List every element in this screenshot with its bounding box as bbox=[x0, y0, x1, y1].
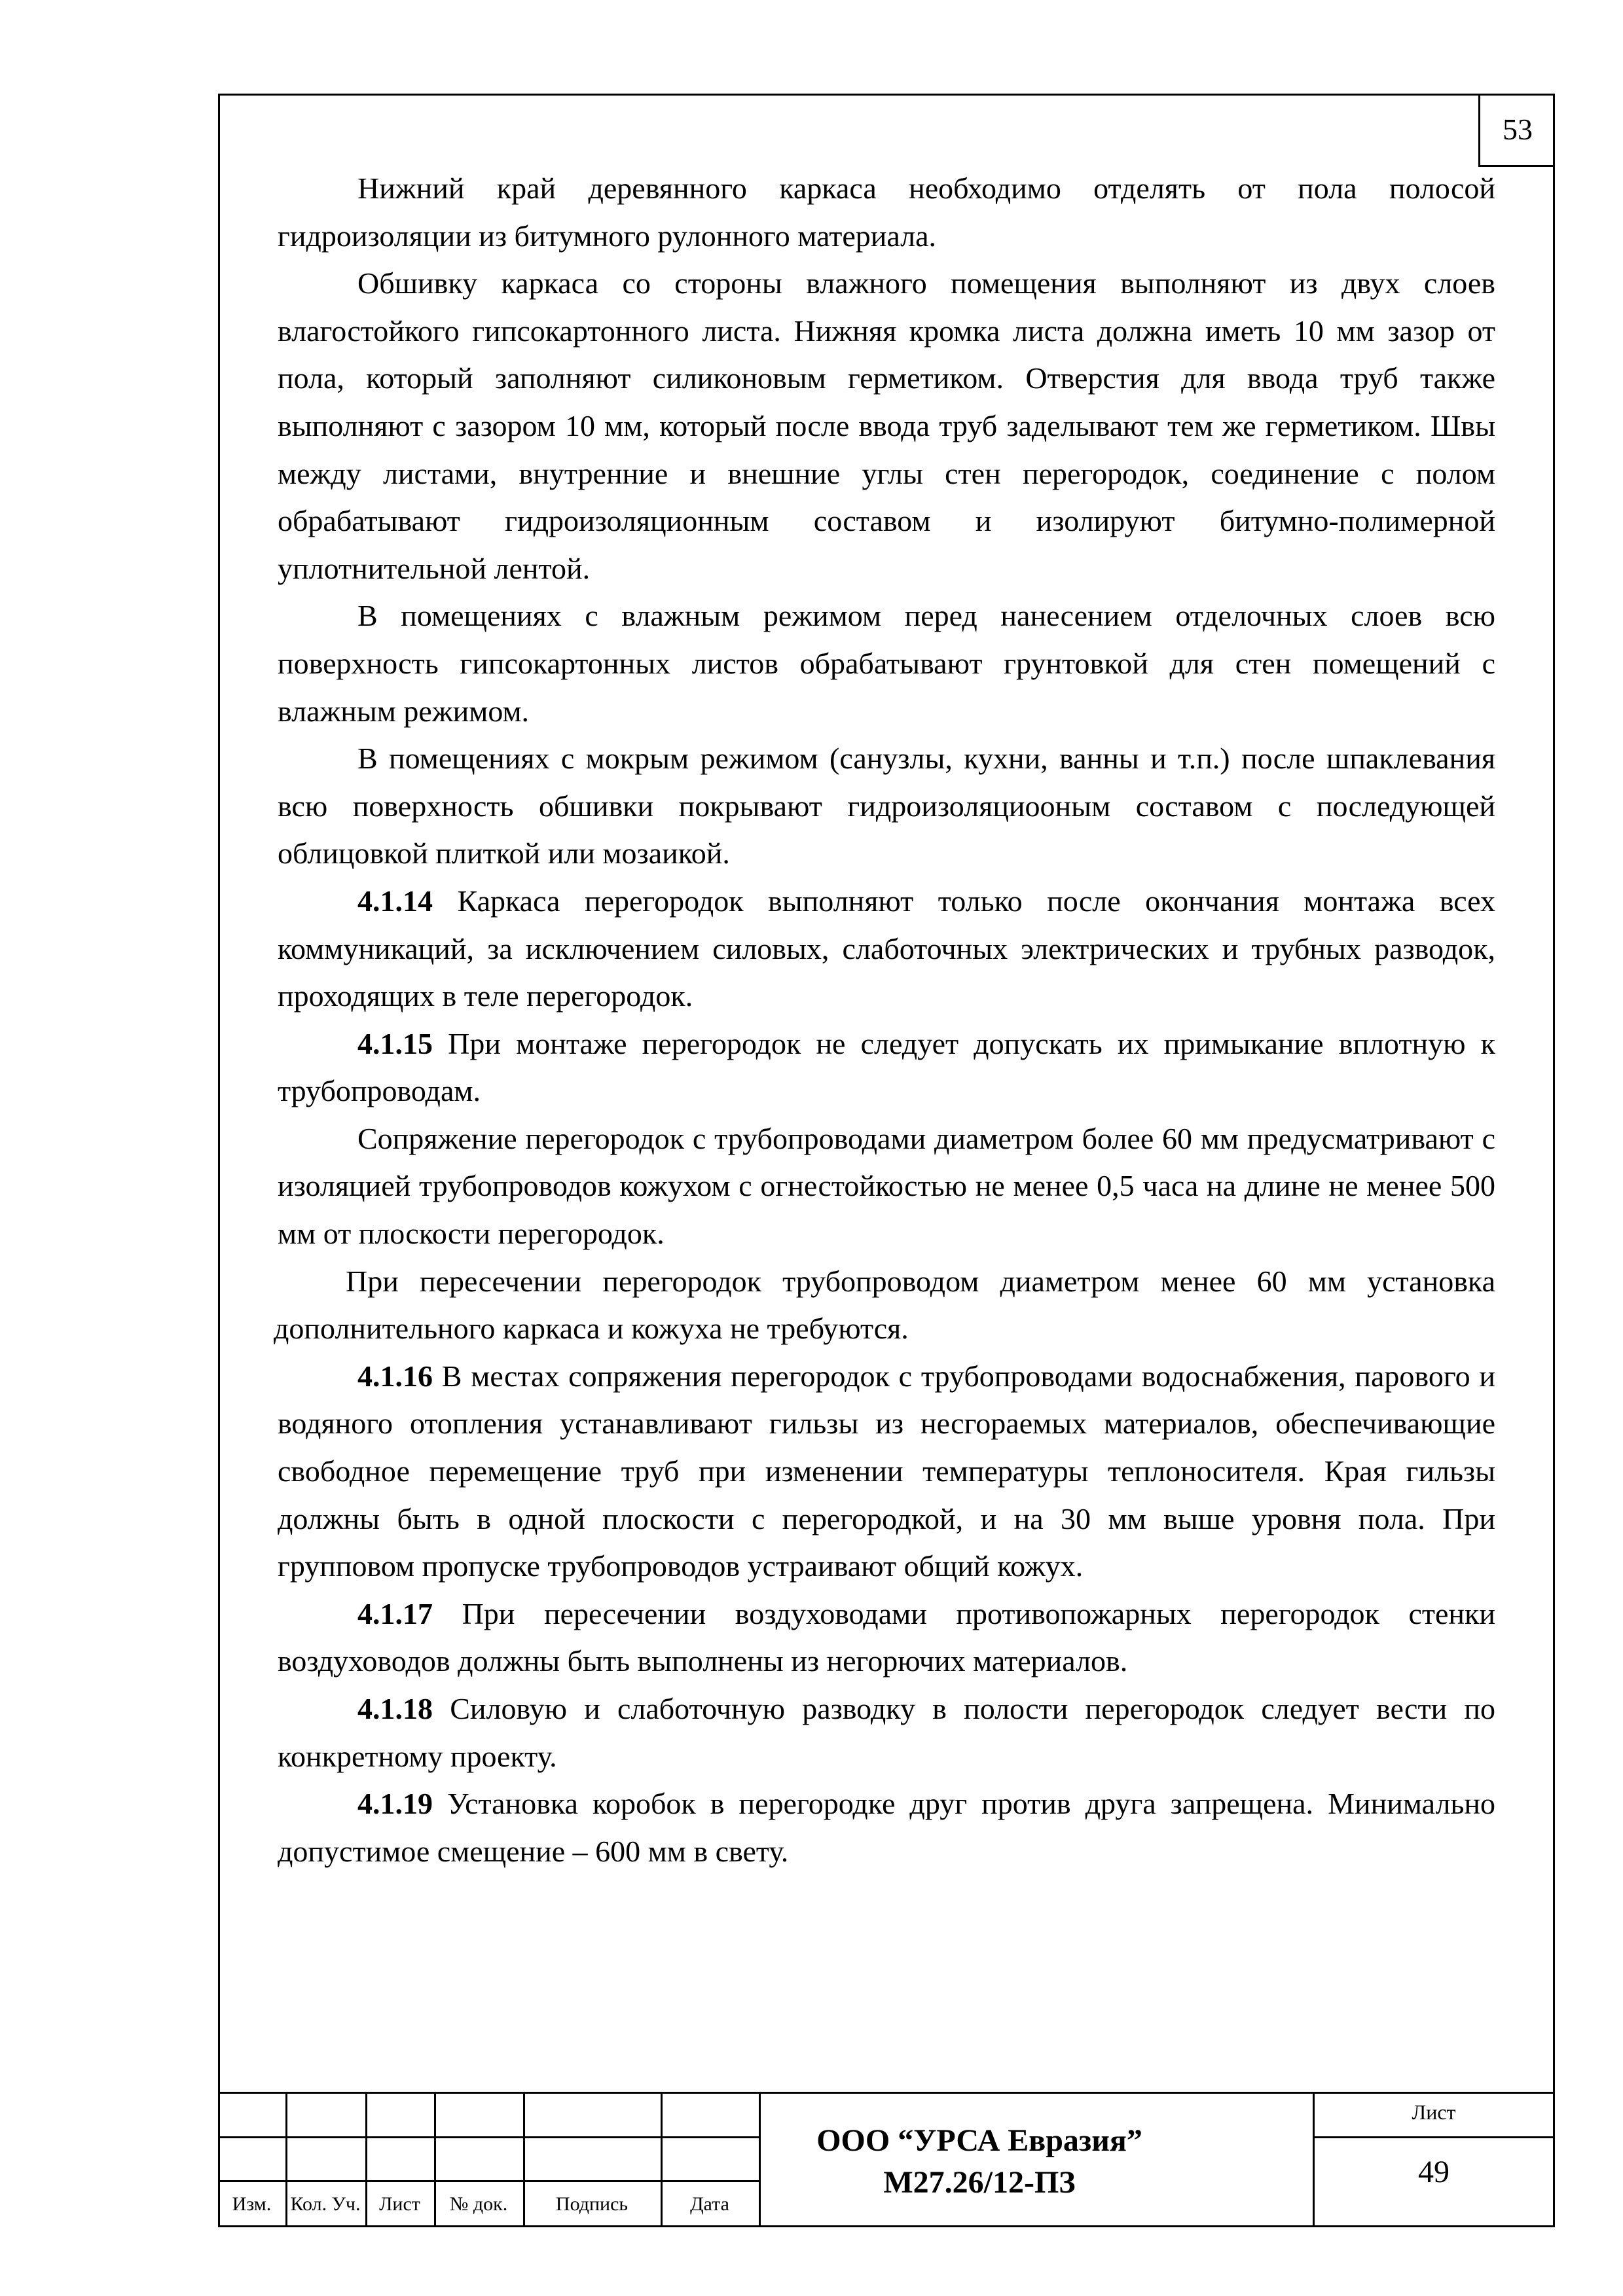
paragraph-4-1-14: 4.1.14 Каркаса перегородок выполняют только после окончания монтажа всех коммуникаций, за исключением силовых, слаботочных электрических и трубных разводок, проходящих в теле перегородок. bbox=[278, 884, 1495, 1013]
sheet-label: Лист bbox=[1412, 2100, 1456, 2124]
divider bbox=[218, 2180, 759, 2182]
page-number: 53 bbox=[1478, 94, 1555, 167]
document-body bbox=[274, 165, 1495, 1875]
divider bbox=[218, 2136, 759, 2138]
col-kol-label: Кол. Уч. bbox=[290, 2193, 361, 2215]
sheet-number: 49 bbox=[1418, 2155, 1450, 2189]
paragraph-4-1-15: 4.1.15 При монтаже перегородок не следует допускать их примыкание вплотную к трубопроводам. bbox=[278, 1026, 1495, 1108]
paragraph-4-1-17: 4.1.17 При пересечении воздуховодами противопожарных перегородок стенки воздуховодов должны быть выполнены из негорючих материалов. bbox=[278, 1596, 1495, 1678]
paragraph-4-1-18: 4.1.18 Силовую и слаботочную разводку в полости перегородок следует вести по конкретному проекту. bbox=[278, 1692, 1495, 1773]
clause-number: 4.1.19 bbox=[357, 1787, 433, 1821]
org-block bbox=[759, 2120, 1200, 2204]
col-date-label: Дата bbox=[690, 2193, 729, 2215]
clause-number: 4.1.15 bbox=[357, 1026, 433, 1060]
col-izm-label: Изм. bbox=[232, 2193, 272, 2215]
doc-code: М27.26/12-ПЗ bbox=[883, 2165, 1076, 2200]
paragraph: Нижний край деревянного каркаса необходимо отделять от пола полосой гидроизоляции из битумного рулонного материала. bbox=[278, 171, 1495, 253]
paragraph: В помещениях с мокрым режимом (санузлы, кухни, ванны и т.п.) после шпаклевания всю поверхность обшивки покрывают гидроизоляциооным составом с последующей облицовкой плиткой или мозаикой. bbox=[278, 742, 1495, 870]
paragraph-4-1-19: 4.1.19 Установка коробок в перегородке друг против друга запрещена. Минимально допустимое смещение – 600 мм в свету. bbox=[278, 1787, 1495, 1868]
col-doc-label: № док. bbox=[449, 2193, 508, 2215]
col-list-label: Лист bbox=[379, 2193, 420, 2215]
paragraph: В помещениях с влажным режимом перед нанесением отделочных слоев всю поверхность гипсокартонных листов обрабатывают грунтовкой для стен помещений с влажным режимом. bbox=[278, 599, 1495, 728]
org-name: ООО “УРСА Евразия” bbox=[816, 2123, 1142, 2158]
clause-number: 4.1.18 bbox=[357, 1692, 433, 1725]
paragraph: Сопряжение перегородок с трубопроводами диаметром более 60 мм предусматривают с изоляцией трубопроводов кожухом с огнестойкостью не менее 0,5 часа на длине не менее 500 мм от плоскости перегородок. bbox=[278, 1121, 1495, 1251]
clause-number: 4.1.17 bbox=[357, 1596, 433, 1630]
col-sign-label: Подпись bbox=[555, 2193, 629, 2215]
divider bbox=[1313, 2136, 1555, 2138]
paragraph-4-1-16: 4.1.16 В местах сопряжения перегородок с трубопроводами водоснабжения, парового и водяного отопления устанавливают гильзы из несгораемых материалов, обеспечивающие свободное перемещение труб при изменении температуры теплоносителя. Края гильзы должны быть в одной плоскости с перегородкой, и на 30 мм выше уровня пола. При групповом пропуске трубопроводов устраивают общий кожух. bbox=[278, 1359, 1495, 1583]
clause-number: 4.1.16 bbox=[357, 1359, 433, 1393]
clause-number: 4.1.14 bbox=[357, 884, 433, 918]
title-block bbox=[218, 2092, 1555, 2227]
paragraph: Обшивку каркаса со стороны влажного помещения выполняют из двух слоев влагостойкого гипсокартонного листа. Нижняя кромка листа должна иметь 10 мм зазор от пола, который заполняют силиконовым герметиком. Отверстия для ввода труб также выполняют с зазором 10 мм, который после ввода труб заделывают тем же герметиком. Швы между листами, внутренние и внешние углы стен перегородок, соединение с полом обрабатывают гидроизоляционным составом и изолируют битумно-полимерной уплотнительной лентой. bbox=[278, 266, 1495, 585]
paragraph: При пересечении перегородок трубопроводом диаметром менее 60 мм установка дополнительного каркаса и кожуха не требуются. bbox=[274, 1264, 1495, 1346]
